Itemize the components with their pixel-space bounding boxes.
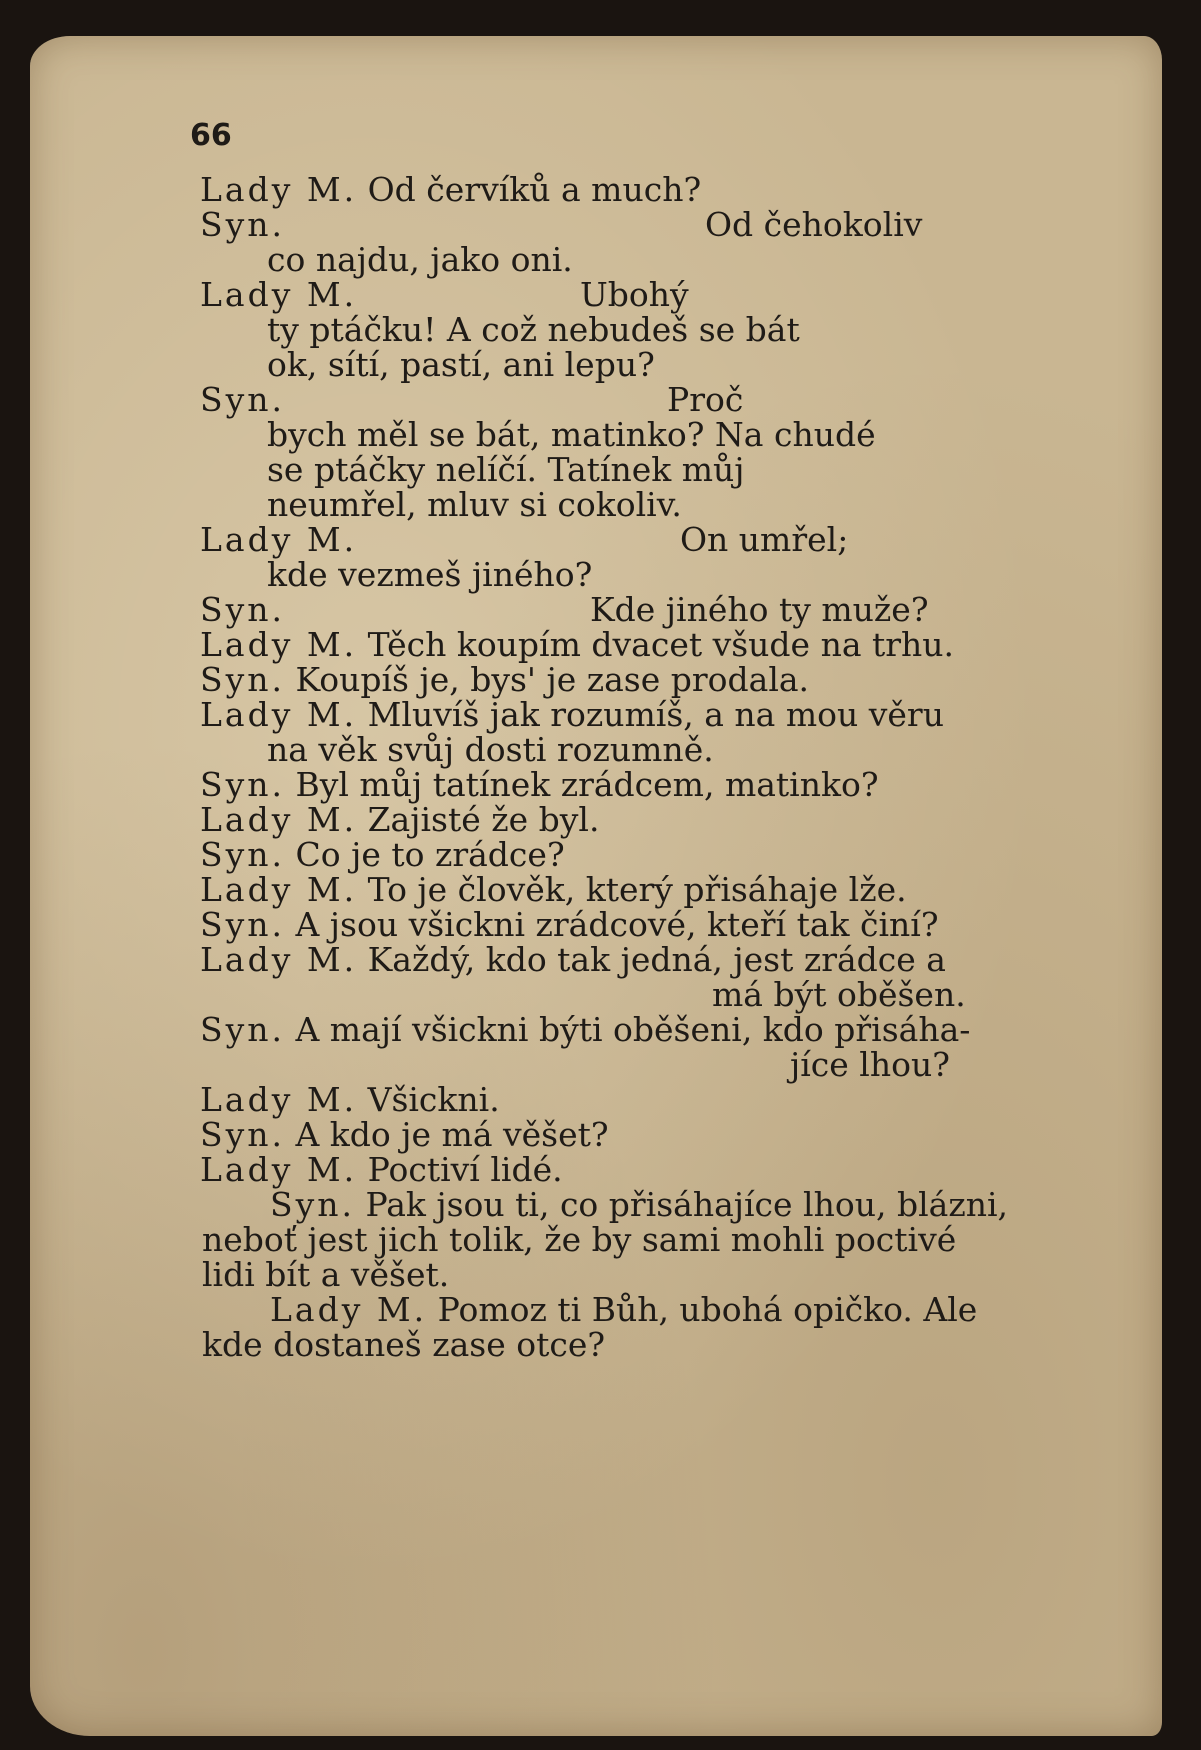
verse-line xyxy=(200,205,285,244)
speaker-name: Syn. xyxy=(200,765,285,804)
verse-line: ok, sítí, pastí, ani lepu? xyxy=(267,345,655,384)
verse-line xyxy=(200,275,357,314)
speaker-name: Syn. xyxy=(200,1010,285,1049)
verse-line: co najdu, jako oni. xyxy=(267,240,573,279)
verse-line xyxy=(200,170,701,209)
speech-text: Mluvíš jak rozumíš, a na mou věru xyxy=(357,695,944,734)
verse-line xyxy=(200,1010,970,1049)
prose-line xyxy=(202,1255,449,1294)
verse-line xyxy=(200,380,285,419)
speaker-name: Lady M. xyxy=(270,1290,428,1329)
speech-text-right: On umřel; xyxy=(680,520,849,559)
verse-line xyxy=(200,870,907,909)
speaker-name: Lady M. xyxy=(200,1150,358,1189)
verse-line xyxy=(200,695,944,734)
prose-line xyxy=(202,1220,956,1259)
verse-line xyxy=(200,765,879,804)
speaker-name: Lady M. xyxy=(200,625,358,664)
speaker-name: Lady M. xyxy=(200,1080,358,1119)
prose-line xyxy=(202,1325,605,1364)
verse-line: ty ptáčku! A což nebudeš se bát xyxy=(267,310,800,349)
speaker-name: Syn. xyxy=(200,380,285,419)
speaker-name: Lady M. xyxy=(200,695,358,734)
speech-text: Poctiví lidé. xyxy=(357,1150,563,1189)
speech-text: Všickni. xyxy=(357,1080,500,1119)
prose-line xyxy=(270,1185,1008,1224)
speech-text-right: Kde jiného ty muže? xyxy=(590,590,929,629)
speaker-name: Syn. xyxy=(200,590,285,629)
verse-line xyxy=(200,835,565,874)
speech-text: Každý, kdo tak jedná, jest zrádce a xyxy=(357,940,946,979)
verse-line-continuation: má být oběšen. xyxy=(712,975,966,1014)
prose-text: Pomoz ti Bůh, ubohá opičko. Ale xyxy=(427,1290,978,1329)
speech-text-right: Ubohý xyxy=(580,275,689,314)
speaker-name: Syn. xyxy=(200,905,285,944)
verse-line: na věk svůj dosti rozumně. xyxy=(267,730,714,769)
verse-line: neumřel, mluv si cokoliv. xyxy=(267,485,682,524)
speaker-name: Syn. xyxy=(200,1115,285,1154)
speech-text: Od červíků a much? xyxy=(357,170,702,209)
speech-text: Koupíš je, bys' je zase prodala. xyxy=(285,660,810,699)
verse-line xyxy=(200,520,357,559)
speaker-name: Lady M. xyxy=(200,940,358,979)
verse-line: bych měl se bát, matinko? Na chudé xyxy=(267,415,876,454)
verse-line xyxy=(200,1150,563,1189)
prose-text: Pak jsou ti, co přisáhajíce lhou, blázni, xyxy=(355,1185,1009,1224)
prose-text: lidi bít a věšet. xyxy=(202,1255,450,1294)
speech-text-right: Proč xyxy=(667,380,744,419)
speaker-name: Syn. xyxy=(200,835,285,874)
page-number: 66 xyxy=(190,118,232,153)
speaker-name: Syn. xyxy=(200,660,285,699)
prose-line xyxy=(270,1290,977,1329)
speech-text: A kdo je má věšet? xyxy=(285,1115,609,1154)
verse-line: kde vezmeš jiného? xyxy=(267,555,593,594)
verse-line xyxy=(200,660,809,699)
speech-text: Co je to zrádce? xyxy=(285,835,565,874)
verse-line xyxy=(200,1115,609,1154)
speaker-name: Lady M. xyxy=(200,170,358,209)
verse-line xyxy=(200,905,939,944)
speech-text: Zajisté že byl. xyxy=(357,800,600,839)
prose-text: kde dostaneš zase otce? xyxy=(202,1325,606,1364)
speech-text: Těch koupím dvacet všude na trhu. xyxy=(357,625,955,664)
verse-line xyxy=(200,800,599,839)
speaker-name: Syn. xyxy=(270,1185,355,1224)
verse-line-continuation: jíce lhou? xyxy=(790,1045,950,1084)
speech-text: A mají všickni býti oběšeni, kdo přisáha- xyxy=(285,1010,971,1049)
speaker-name: Lady M. xyxy=(200,520,358,559)
speaker-name: Syn. xyxy=(200,205,285,244)
verse-line xyxy=(200,625,954,664)
prose-text: neboť jest jich tolik, že by sami mohli poctivé xyxy=(202,1220,957,1259)
verse-line xyxy=(200,1080,500,1119)
speaker-name: Lady M. xyxy=(200,275,358,314)
speech-text: Byl můj tatínek zrádcem, matinko? xyxy=(285,765,879,804)
verse-line: se ptáčky nelíčí. Tatínek můj xyxy=(267,450,745,489)
speech-text: To je člověk, který přisáhaje lže. xyxy=(357,870,907,909)
speaker-name: Lady M. xyxy=(200,870,358,909)
speech-text-right: Od čehokoliv xyxy=(705,205,923,244)
verse-line xyxy=(200,940,946,979)
speech-text: A jsou všickni zrádcové, kteří tak činí? xyxy=(285,905,939,944)
speaker-name: Lady M. xyxy=(200,800,358,839)
verse-line xyxy=(200,590,285,629)
